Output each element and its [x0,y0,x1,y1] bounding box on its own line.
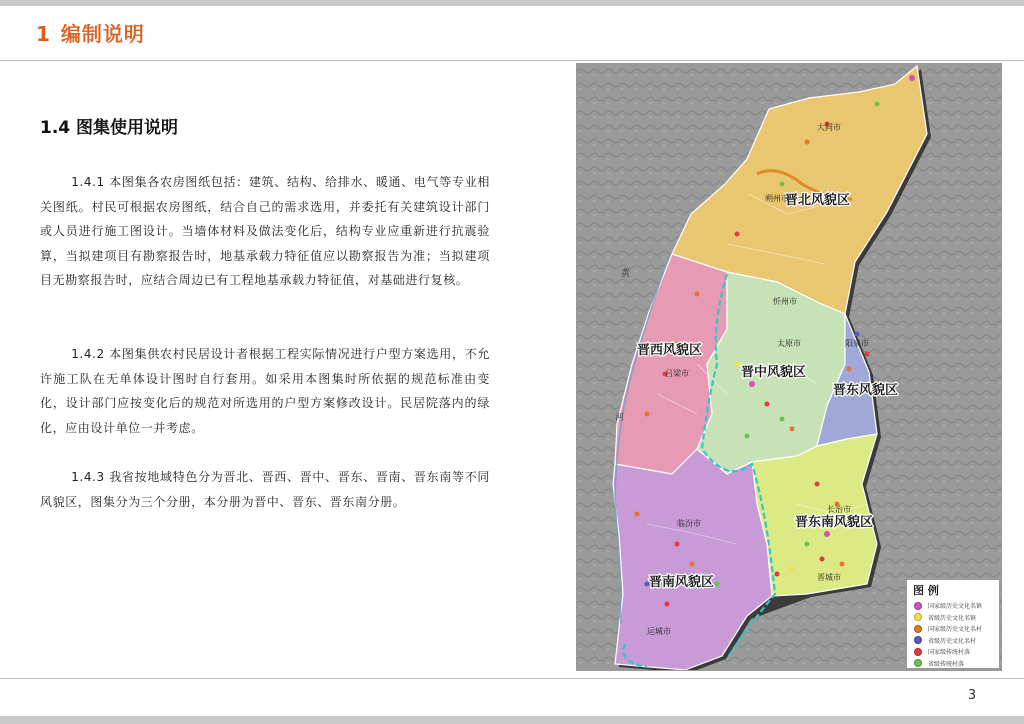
legend-item [914,658,999,670]
paragraph-1-4-2: 1.4.2 本图集供农村民居设计者根据工程实际情况进行户型方案选用，不允许施工队在无单体设计图时自行套用。如采用本图集时所依据的规范标准由变化，设计部门应按变化后的规范对所选用的户型方案修改设计。民居院落内的绿化，应由设计单位一并考虑。 [40,347,490,435]
top-decorative-bar [0,0,1024,6]
city-label-changzhi: 长治市 [827,505,851,514]
chapter-heading [36,18,145,47]
chapter-number: 1 [36,22,51,46]
legend-dot-icon [914,659,922,667]
legend-dot-icon [914,648,922,656]
city-label-taiyuan: 太原市 [777,339,801,348]
bottom-decorative-bar [0,716,1024,724]
city-label-lvliang: 吕梁市 [665,369,689,378]
legend-item-label: 国家级传统村落 [928,649,971,657]
legend-item [914,623,999,635]
legend-item [914,600,999,612]
paragraph-1-4-3: 1.4.3 我省按地域特色分为晋北、晋西、晋中、晋东、晋南、晋东南等不同风貌区，图集分为三个分册，本分册为晋中、晋东、晋东南分册。 [40,470,490,509]
side-label-he: 河 [615,413,625,423]
city-label-yangquan: 阳泉市 [845,339,869,348]
legend-item [914,612,999,624]
section-title: 1.4 图集使用说明 [40,118,179,138]
footer-divider [0,678,1024,679]
city-label-linfen: 临汾市 [677,519,701,528]
city-label-jincheng: 晋城市 [817,573,841,582]
region-label-jindong: 晋东风貌区 [833,383,899,398]
legend-item [914,635,999,647]
page-number: 3 [967,688,977,703]
legend-item-label: 省级历史文化名镇 [928,614,977,622]
region-label-jinbei: 晋北风貌区 [785,193,851,208]
paragraph-1-4-1: 1.4.1 本图集各农房图纸包括：建筑、结构、给排水、暖通、电气等专业相关图纸。村民可根据农房图纸，结合自己的需求选用，并委托有关建筑设计部门或人员进行施工图设计。当墙体材料及做法变化后，结构专业应重新进行抗震验算，当拟建项目有勘察报告时，地基承载力特征值应以勘察报告为准；当拟建项目无勘察报告时，应结合周边已有工程地基承载力特征值，对基础进行复核。 [40,175,490,287]
city-label-shuozhou: 朔州市 [765,194,789,203]
legend-title: 图 例 [913,584,939,597]
legend-item-label: 省级传统村落 [928,660,965,668]
region-label-jinxi: 晋西风貌区 [637,343,703,358]
map-legend [906,579,1000,669]
city-label-yuncheng: 运城市 [647,627,671,636]
legend-item-label: 省级历史文化名村 [928,637,977,645]
legend-item-label: 国家级历史文化名村 [928,626,983,634]
city-label-xinzhou: 忻州市 [773,297,797,306]
legend-dot-icon [914,625,922,633]
region-label-jinnan: 晋南风貌区 [649,575,715,590]
legend-dot-icon [914,613,922,621]
legend-dot-icon [914,602,922,610]
header-divider [0,60,1024,61]
region-label-jindongnan: 晋东南风貌区 [795,515,874,530]
legend-item-label: 国家级历史文化名镇 [928,603,983,611]
side-label-huang: 黄 [621,269,631,279]
region-label-jinzhong: 晋中风貌区 [741,365,807,380]
legend-item [914,646,999,658]
legend-dot-icon [914,636,922,644]
city-label-datong: 大同市 [817,123,841,132]
chapter-title: 编制说明 [60,22,145,46]
